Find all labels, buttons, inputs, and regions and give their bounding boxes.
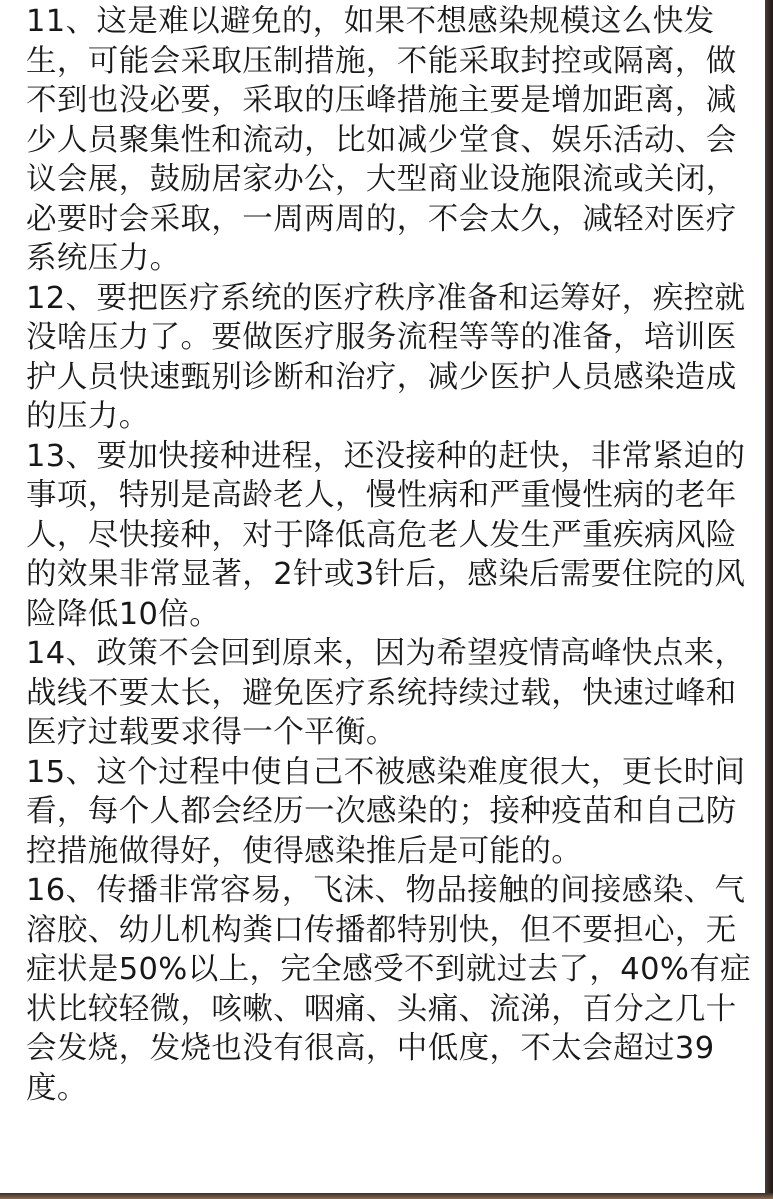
text-line: 的效果非常显著，2针或3针后，感染后需要住院的风 <box>26 557 746 592</box>
text-line: 症状是50%以上，完全感受不到就过去了，40%有症 <box>26 952 752 987</box>
page-edge-bottom <box>0 1193 773 1199</box>
text-line: 的压力。 <box>26 399 150 434</box>
document-text <box>26 2 756 1108</box>
paragraph-14 <box>26 634 756 753</box>
text-line: 溶胶、幼儿机构粪口传播都特别快，但不要担心，无 <box>26 912 737 948</box>
text-line: 系统压力。 <box>26 241 181 276</box>
text-line: 控措施做得好，使得感染推后是可能的。 <box>26 833 583 869</box>
text-line: 14、政策不会回到原来，因为希望疫情高峰快点来， <box>26 636 746 671</box>
text-line: 生，可能会采取压制措施，不能采取封控或隔离，做 <box>26 43 737 79</box>
paragraph-15 <box>26 753 756 872</box>
paragraph-16 <box>26 871 756 1108</box>
text-line: 护人员快速甄别诊断和治疗，减少医护人员感染造成 <box>26 359 737 395</box>
text-line: 11、这是难以避免的，如果不想感染规模这么快发 <box>26 4 715 39</box>
text-line: 险降低10倍。 <box>26 596 221 632</box>
text-line: 医疗过载要求得一个平衡。 <box>26 715 397 750</box>
text-line: 16、传播非常容易，飞沫、物品接触的间接感染、气 <box>26 873 746 908</box>
text-line: 12、要把医疗系统的医疗秩序准备和运筹好，疾控就 <box>26 280 746 316</box>
text-line: 13、要加快接种进程，还没接种的赶快，非常紧迫的 <box>26 438 746 474</box>
text-line: 度。 <box>26 1070 88 1106</box>
text-line: 必要时会采取，一周两周的，不会太久，减轻对医疗 <box>26 201 737 237</box>
text-line: 没啥压力了。要做医疗服务流程等等的准备，培训医 <box>26 320 737 355</box>
text-line: 看，每个人都会经历一次感染的；接种疫苗和自己防 <box>26 794 737 829</box>
paragraph-11 <box>26 2 756 279</box>
text-line: 不到也没必要，采取的压峰措施主要是增加距离，减 <box>26 83 737 118</box>
text-line: 15、这个过程中使自己不被感染难度很大，更长时间 <box>26 754 746 790</box>
paragraph-12 <box>26 279 756 437</box>
text-line: 议会展，鼓励居家办公，大型商业设施限流或关闭， <box>26 162 737 197</box>
text-line: 少人员聚集性和流动，比如减少堂食、娱乐活动、会 <box>26 122 737 158</box>
text-line: 人，尽快接种，对于降低高危老人发生严重疾病风险 <box>26 517 737 553</box>
text-line: 事项，特别是高龄老人，慢性病和严重慢性病的老年 <box>26 478 737 513</box>
paragraph-13 <box>26 437 756 635</box>
text-line: 会发烧，发烧也没有很高，中低度，不太会超过39 <box>26 1031 715 1066</box>
page-edge-right <box>765 0 773 1199</box>
text-line: 状比较轻微，咳嗽、咽痛、头痛、流涕，百分之几十 <box>26 991 737 1027</box>
text-line: 战线不要太长，避免医疗系统持续过载，快速过峰和 <box>26 675 737 711</box>
